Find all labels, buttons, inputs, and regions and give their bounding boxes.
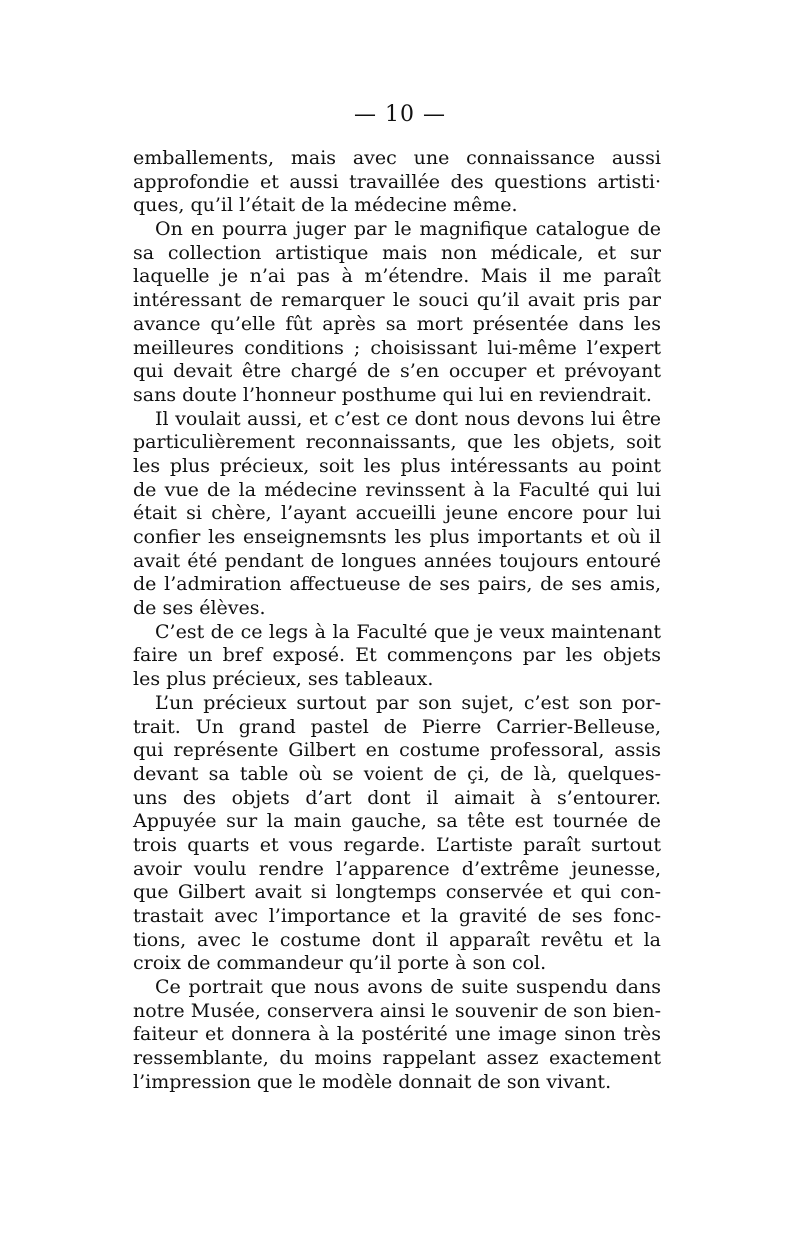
text-line: L’un précieux surtout par son sujet, c’est son por- [155, 691, 661, 714]
text-line: qui représente Gilbert en costume professoral, assis [133, 739, 661, 762]
text-line: de vue de la médecine revinssent à la Faculté qui lui [133, 478, 661, 501]
text-line: confier les enseignemsnts les plus importants et où il [133, 526, 661, 548]
text-line: Il voulait aussi, et c’est ce dont nous devons lui être [155, 407, 661, 430]
text-line: avait été pendant de longues années toujours entouré [133, 549, 661, 572]
text-line: sa collection artistique mais non médicale, et sur [133, 241, 661, 264]
text-line: C’est de ce legs à la Faculté que je veux maintenant [155, 620, 661, 643]
text-line: de ses élèves. [133, 597, 266, 620]
text-line: particulièrement reconnaissants, que les objets, soit [133, 431, 661, 454]
text-line: tions, avec le costume dont il apparaît revêtu et la [133, 928, 661, 951]
text-line: ressemblante, du moins rappelant assez exactement [133, 1047, 661, 1070]
text-line: emballements, mais avec une connaissance aussi [133, 147, 661, 169]
text-line: laquelle je n’ai pas à m’étendre. Mais il me paraît [133, 265, 661, 288]
text-line: trait. Un grand pastel de Pierre Carrier-Belleuse, [133, 715, 661, 738]
text-line: Ce portrait que nous avons de suite suspendu dans [155, 976, 661, 999]
text-line: était si chère, l’ayant accueilli jeune encore pour lui [133, 502, 661, 525]
text-line: avance qu’elle fût après sa mort présentée dans les [133, 312, 661, 335]
text-line: faire un bref exposé. Et commençons par les objets [133, 644, 661, 667]
text-line: notre Musée, conservera ainsi le souvenir de son bien- [133, 999, 661, 1022]
text-line: uns des objets d’art dont il aimait à s’entourer. [133, 786, 661, 809]
text-line: faiteur et donnera à la postérité une image sinon très [133, 1023, 661, 1046]
text-line: croix de commandeur qu’il porte à son col. [133, 952, 547, 975]
page-number: — 10 — [354, 102, 446, 127]
text-line: l’impression que le modèle donnait de son vivant. [133, 1070, 612, 1093]
text-line: les plus précieux, soit les plus intéressants au point [133, 454, 661, 477]
text-line: trois quarts et vous regarde. L’artiste paraît surtout [133, 833, 661, 856]
text-line: ques, qu’il l’était de la médecine même. [133, 194, 518, 217]
body-text [133, 147, 661, 1095]
text-line: que Gilbert avait si longtemps conservée et qui con- [133, 881, 661, 904]
text-line: qui devait être chargé de s’en occuper et prévoyant [133, 360, 661, 383]
text-line: avoir voulu rendre l’apparence d’extrême jeunesse, [133, 857, 661, 880]
text-line: intéressant de remarquer le souci qu’il avait pris par [133, 289, 661, 312]
text-line: devant sa table où se voient de çi, de là, quelques- [133, 762, 661, 785]
text-line: approfondie et aussi travaillée des questions artisti· [133, 170, 661, 193]
text-line: On en pourra juger par le magnifique catalogue de [155, 218, 661, 241]
text-line: sans doute l’honneur posthume qui lui en reviendrait. [133, 383, 652, 406]
text-line: les plus précieux, ses tableaux. [133, 668, 434, 691]
text-line: Appuyée sur la main gauche, sa tête est tournée de [133, 810, 661, 833]
text-line: trastait avec l’importance et la gravité de ses fonc- [133, 905, 661, 927]
text-line: de l’admiration affectueuse de ses pairs, de ses amis, [133, 573, 661, 596]
text-line: meilleures conditions ; choisissant lui-même l’expert [133, 336, 661, 359]
